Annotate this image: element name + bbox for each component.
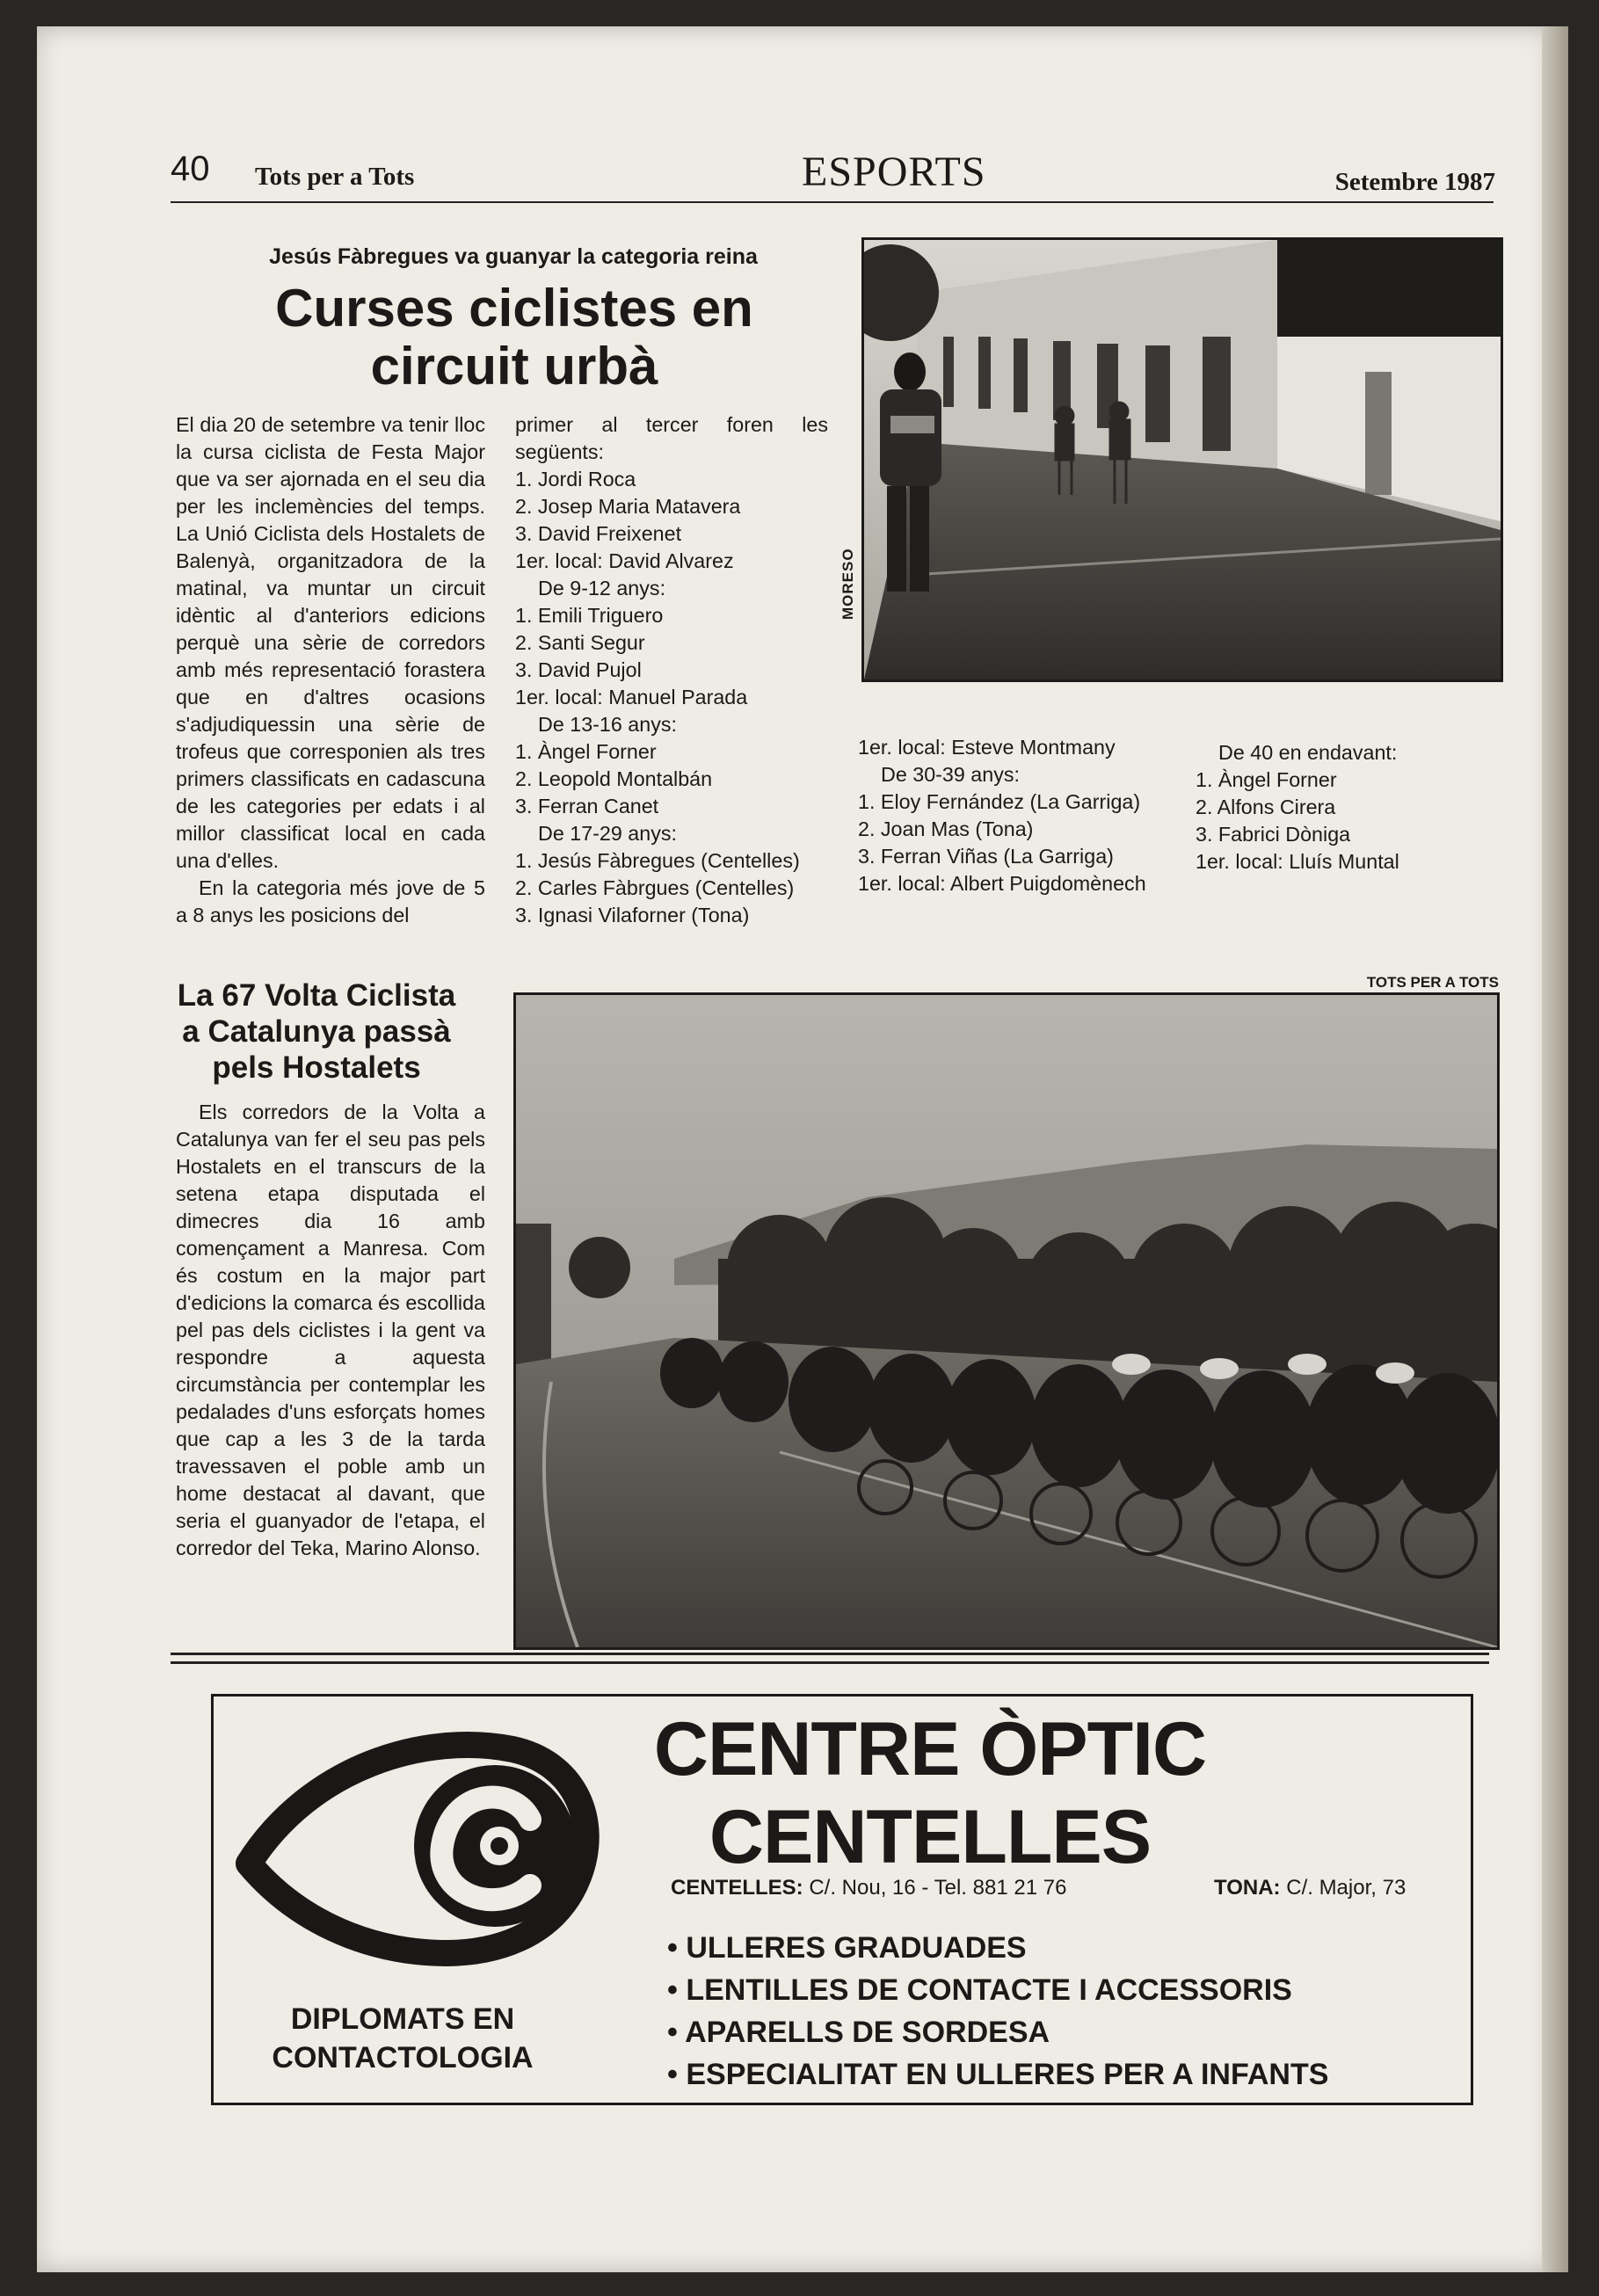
category-heading: De 13-16 anys: xyxy=(538,713,677,736)
result-line: 1er. local: David Alvarez xyxy=(515,549,734,572)
result-line: 3. Fabrici Dòniga xyxy=(1196,823,1351,846)
article1-column-3 xyxy=(858,734,1166,897)
ad-address-centelles xyxy=(671,1876,1066,1900)
ad-title-line: CENTRE ÒPTIC xyxy=(653,1707,1207,1791)
peloton-photo xyxy=(513,992,1500,1650)
paragraph: En la categoria més jove de 5 a 8 anys les posicions del xyxy=(176,876,485,926)
result-line: 1er. local: Esteve Montmany xyxy=(858,736,1116,759)
category-heading: De 9-12 anys: xyxy=(538,577,666,599)
article1-column-2 xyxy=(515,411,828,929)
result-line: 1. Jordi Roca xyxy=(515,468,636,490)
result-line: 3. Ignasi Vilaforner (Tona) xyxy=(515,904,750,926)
category-heading: De 40 en endavant: xyxy=(1218,741,1398,764)
issue-date: Setembre 1987 xyxy=(1334,168,1495,196)
result-line: 3. Ferran Viñas (La Garriga) xyxy=(858,845,1114,868)
section-title: ESPORTS xyxy=(802,149,986,195)
ad-address-tona xyxy=(1214,1876,1406,1900)
result-line: 2. Leopold Montalbán xyxy=(515,767,713,790)
result-line: 2. Alfons Cirera xyxy=(1196,796,1336,818)
result-line: 2. Josep Maria Matavera xyxy=(515,495,741,518)
service-item: • APARELLS DE SORDESA xyxy=(667,2016,1050,2049)
ad-title xyxy=(600,1705,1260,1881)
publication-name: Tots per a Tots xyxy=(255,163,415,191)
category-heading: De 17-29 anys: xyxy=(538,822,677,845)
header-rule xyxy=(171,201,1494,203)
paragraph: El dia 20 de setembre va tenir lloc la cursa ciclista de Festa Major que va ser ajornada en el seu dia per les inclemències del temps. La Unió Ciclista dels Hostalets de Balenyà, organitzadora de la matinal, va muntar un circuit idèntic al d'anteriors edicions perquè una sèrie de corredors amb més representació forastera que en d'altres ocasions s'adjudiquessin una sèrie de trofeus que corresponien als tres primers classificats en cadascuna de les categories per edats i al millor classificat local en cada una d'elles. xyxy=(176,413,485,872)
article2-headline xyxy=(176,977,457,1086)
diplomats-line: CONTACTOLOGIA xyxy=(272,2041,534,2074)
ad-rule-top xyxy=(171,1653,1489,1655)
paragraph: Els corredors de la Volta a Catalunya van fer el seu pas pels Hostalets en el transcurs de la setena etapa disputada el dimecres dia 16 amb començament a Manresa. Com és costum en la major part d'edicions la comarca és escollida pel pas dels ciclistes i la gent va respondre a aquesta circumstància per contemplar les pedalades d'uns esforçats homes que cap a les 3 de la tarda travessaven el poble amb un home destacat al davant, que seria el guanyador de l'etapa, el corredor del Teka, Marino Alonso. xyxy=(176,1101,485,1559)
peloton-image xyxy=(516,995,1497,1647)
street-race-image xyxy=(864,240,1501,679)
result-line: 1. Jesús Fàbregues (Centelles) xyxy=(515,849,800,872)
page-spine xyxy=(1542,26,1568,2272)
article2-body xyxy=(176,1099,485,1562)
result-line: 1er. local: Lluís Muntal xyxy=(1196,850,1399,873)
street-race-photo xyxy=(861,237,1503,682)
photo-credit-totsperatots: TOTS PER A TOTS xyxy=(1366,974,1499,991)
ad-rule-bottom xyxy=(171,1661,1489,1664)
result-line: 1. Àngel Forner xyxy=(515,740,657,763)
result-line: 3. David Freixenet xyxy=(515,522,682,545)
headline-line: pels Hostalets xyxy=(212,1050,421,1085)
service-item: • ULLERES GRADUADES xyxy=(667,1931,1027,1965)
result-line: 1. Emili Triguero xyxy=(515,604,664,627)
ad-services-list xyxy=(667,1927,1328,2096)
address-text: C/. Major, 73 xyxy=(1280,1876,1406,1900)
result-line: 2. Santi Segur xyxy=(515,631,645,654)
diplomats-line: DIPLOMATS EN xyxy=(290,2002,515,2036)
service-item: • ESPECIALITAT EN ULLERES PER A INFANTS xyxy=(667,2058,1329,2091)
article1-kicker: Jesús Fàbregues va guanyar la categoria reina xyxy=(269,244,758,269)
headline-line: circuit urbà xyxy=(370,337,658,396)
paragraph: primer al tercer foren les següents: xyxy=(515,413,828,463)
result-line: 3. Ferran Canet xyxy=(515,795,659,817)
address-text: C/. Nou, 16 - Tel. 881 21 76 xyxy=(803,1876,1067,1900)
ad-diplomats xyxy=(258,2000,548,2077)
article1-headline xyxy=(176,280,853,396)
result-line: 2. Joan Mas (Tona) xyxy=(858,817,1034,840)
category-heading: De 30-39 anys: xyxy=(881,763,1020,786)
ad-title-line: CENTELLES xyxy=(709,1795,1152,1879)
service-item: • LENTILLES DE CONTACTE I ACCESSORIS xyxy=(667,1973,1292,2007)
page-number: 40 xyxy=(171,149,210,188)
headline-line: a Catalunya passà xyxy=(182,1014,451,1049)
photo-credit-moreso: MORESO xyxy=(839,548,856,620)
article1-column-1 xyxy=(176,411,485,929)
result-line: 1er. local: Manuel Parada xyxy=(515,686,748,708)
result-line: 3. David Pujol xyxy=(515,658,642,681)
address-label: CENTELLES: xyxy=(671,1876,803,1900)
headline-line: La 67 Volta Ciclista xyxy=(177,978,456,1013)
result-line: 2. Carles Fàbrgues (Centelles) xyxy=(515,876,795,899)
result-line: 1. Àngel Forner xyxy=(1196,768,1337,791)
article1-column-4 xyxy=(1196,739,1494,876)
result-line: 1. Eloy Fernández (La Garriga) xyxy=(858,790,1141,813)
address-label: TONA: xyxy=(1214,1876,1281,1900)
eye-logo xyxy=(231,1714,600,1982)
headline-line: Curses ciclistes en xyxy=(275,279,753,338)
result-line: 1er. local: Albert Puigdomènech xyxy=(858,872,1146,895)
optician-advertisement xyxy=(211,1694,1473,2105)
